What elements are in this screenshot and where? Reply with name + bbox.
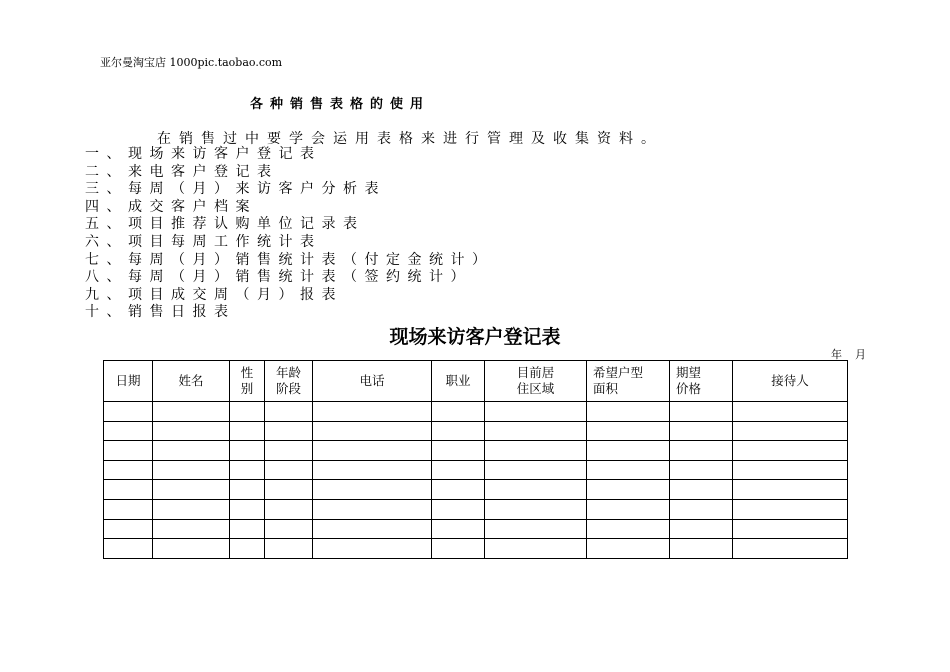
table-cell — [104, 480, 153, 500]
table-cell — [670, 480, 733, 500]
table-cell — [313, 480, 432, 500]
table-cell — [230, 499, 265, 519]
column-header-occupation: 职业 — [432, 361, 485, 402]
table-cell — [230, 519, 265, 539]
month-label: 月 — [855, 348, 868, 361]
table-cell — [104, 421, 153, 441]
table-row — [104, 539, 848, 559]
table-row — [104, 460, 848, 480]
table-cell — [104, 441, 153, 461]
table-cell — [670, 539, 733, 559]
table-cell — [733, 519, 848, 539]
table-row — [104, 441, 848, 461]
table-cell — [733, 480, 848, 500]
table-body — [104, 402, 848, 559]
list-item: 四、成交客户档案 — [85, 198, 257, 215]
list-item: 十、销售日报表 — [85, 304, 236, 321]
column-header-phone: 电话 — [313, 361, 432, 402]
form-list — [85, 146, 494, 322]
table-cell — [265, 460, 313, 480]
table-cell — [733, 499, 848, 519]
table-cell — [104, 499, 153, 519]
table-header-row — [104, 361, 848, 402]
visitor-register-table — [103, 360, 848, 559]
table-cell — [104, 402, 153, 422]
table-cell — [313, 499, 432, 519]
column-header-receptionist: 接待人 — [733, 361, 848, 402]
form-title: 现场来访客户登记表 — [389, 326, 561, 348]
table-cell — [733, 421, 848, 441]
table-cell — [587, 539, 670, 559]
table-cell — [432, 421, 485, 441]
table-cell — [265, 421, 313, 441]
table-cell — [587, 421, 670, 441]
table-cell — [432, 519, 485, 539]
table-cell — [670, 441, 733, 461]
table-cell — [265, 519, 313, 539]
table-cell — [265, 441, 313, 461]
table-row — [104, 499, 848, 519]
table-cell — [733, 539, 848, 559]
table-cell — [230, 480, 265, 500]
table-cell — [587, 441, 670, 461]
column-header-name: 姓名 — [153, 361, 230, 402]
table-cell — [104, 539, 153, 559]
table-cell — [670, 460, 733, 480]
list-item: 七、每周（月）销售统计表（付定金统计） — [85, 251, 494, 268]
table-cell — [153, 519, 230, 539]
column-header-gender: 性 别 — [230, 361, 265, 402]
table-row — [104, 480, 848, 500]
table-cell — [485, 441, 587, 461]
table-cell — [485, 499, 587, 519]
table-cell — [587, 519, 670, 539]
list-item: 五、项目推荐认购单位记录表 — [85, 216, 365, 233]
list-item: 八、每周（月）销售统计表（签约统计） — [85, 269, 472, 286]
table-cell — [587, 460, 670, 480]
table-row — [104, 421, 848, 441]
table-cell — [733, 402, 848, 422]
table-cell — [733, 441, 848, 461]
table-cell — [485, 402, 587, 422]
table-cell — [587, 402, 670, 422]
table-cell — [432, 539, 485, 559]
table-cell — [265, 499, 313, 519]
table-cell — [313, 402, 432, 422]
column-header-date: 日期 — [104, 361, 153, 402]
list-item: 六、项目每周工作统计表 — [85, 233, 322, 250]
table-cell — [153, 480, 230, 500]
table-cell — [313, 421, 432, 441]
table-cell — [485, 421, 587, 441]
header-source-text: 亚尔曼淘宝店 1000pic.taobao.com — [100, 56, 283, 69]
table-cell — [153, 499, 230, 519]
table-cell — [313, 441, 432, 461]
table-cell — [230, 539, 265, 559]
list-item: 九、项目成交周（月）报表 — [85, 286, 343, 303]
table-cell — [230, 441, 265, 461]
column-header-desired-unit-area: 希望户型 面积 — [587, 361, 670, 402]
table-cell — [670, 421, 733, 441]
list-item: 三、每周（月）来访客户分析表 — [85, 181, 386, 198]
table-cell — [153, 421, 230, 441]
year-label: 年 — [831, 348, 844, 361]
table-cell — [733, 460, 848, 480]
table-cell — [265, 480, 313, 500]
table-cell — [432, 480, 485, 500]
list-item: 二、来电客户登记表 — [85, 163, 279, 180]
table-cell — [313, 460, 432, 480]
table-cell — [485, 460, 587, 480]
column-header-expected-price: 期望 价格 — [670, 361, 733, 402]
table-cell — [587, 480, 670, 500]
table-cell — [485, 519, 587, 539]
document-title: 各种销售表格的使用 — [250, 97, 431, 112]
table-cell — [153, 460, 230, 480]
table-row — [104, 519, 848, 539]
table-cell — [670, 499, 733, 519]
column-header-age-group: 年龄 阶段 — [265, 361, 313, 402]
table-cell — [432, 499, 485, 519]
table-cell — [670, 402, 733, 422]
list-item: 一、现场来访客户登记表 — [85, 146, 322, 162]
table-cell — [265, 539, 313, 559]
table-cell — [230, 460, 265, 480]
table-cell — [485, 480, 587, 500]
table-cell — [432, 402, 485, 422]
table-cell — [153, 441, 230, 461]
intro-paragraph: 在销售过中要学会运用表格来进行管理及收集资料。 — [157, 131, 663, 147]
table-cell — [485, 539, 587, 559]
table-cell — [313, 519, 432, 539]
table-cell — [265, 402, 313, 422]
table-cell — [313, 539, 432, 559]
table-cell — [230, 421, 265, 441]
table-cell — [670, 519, 733, 539]
column-header-current-residence: 目前居 住区域 — [485, 361, 587, 402]
table-row — [104, 402, 848, 422]
table-cell — [104, 519, 153, 539]
table-cell — [104, 460, 153, 480]
table-cell — [432, 441, 485, 461]
table-cell — [432, 460, 485, 480]
table-cell — [153, 402, 230, 422]
table-cell — [587, 499, 670, 519]
table-cell — [230, 402, 265, 422]
table-cell — [153, 539, 230, 559]
